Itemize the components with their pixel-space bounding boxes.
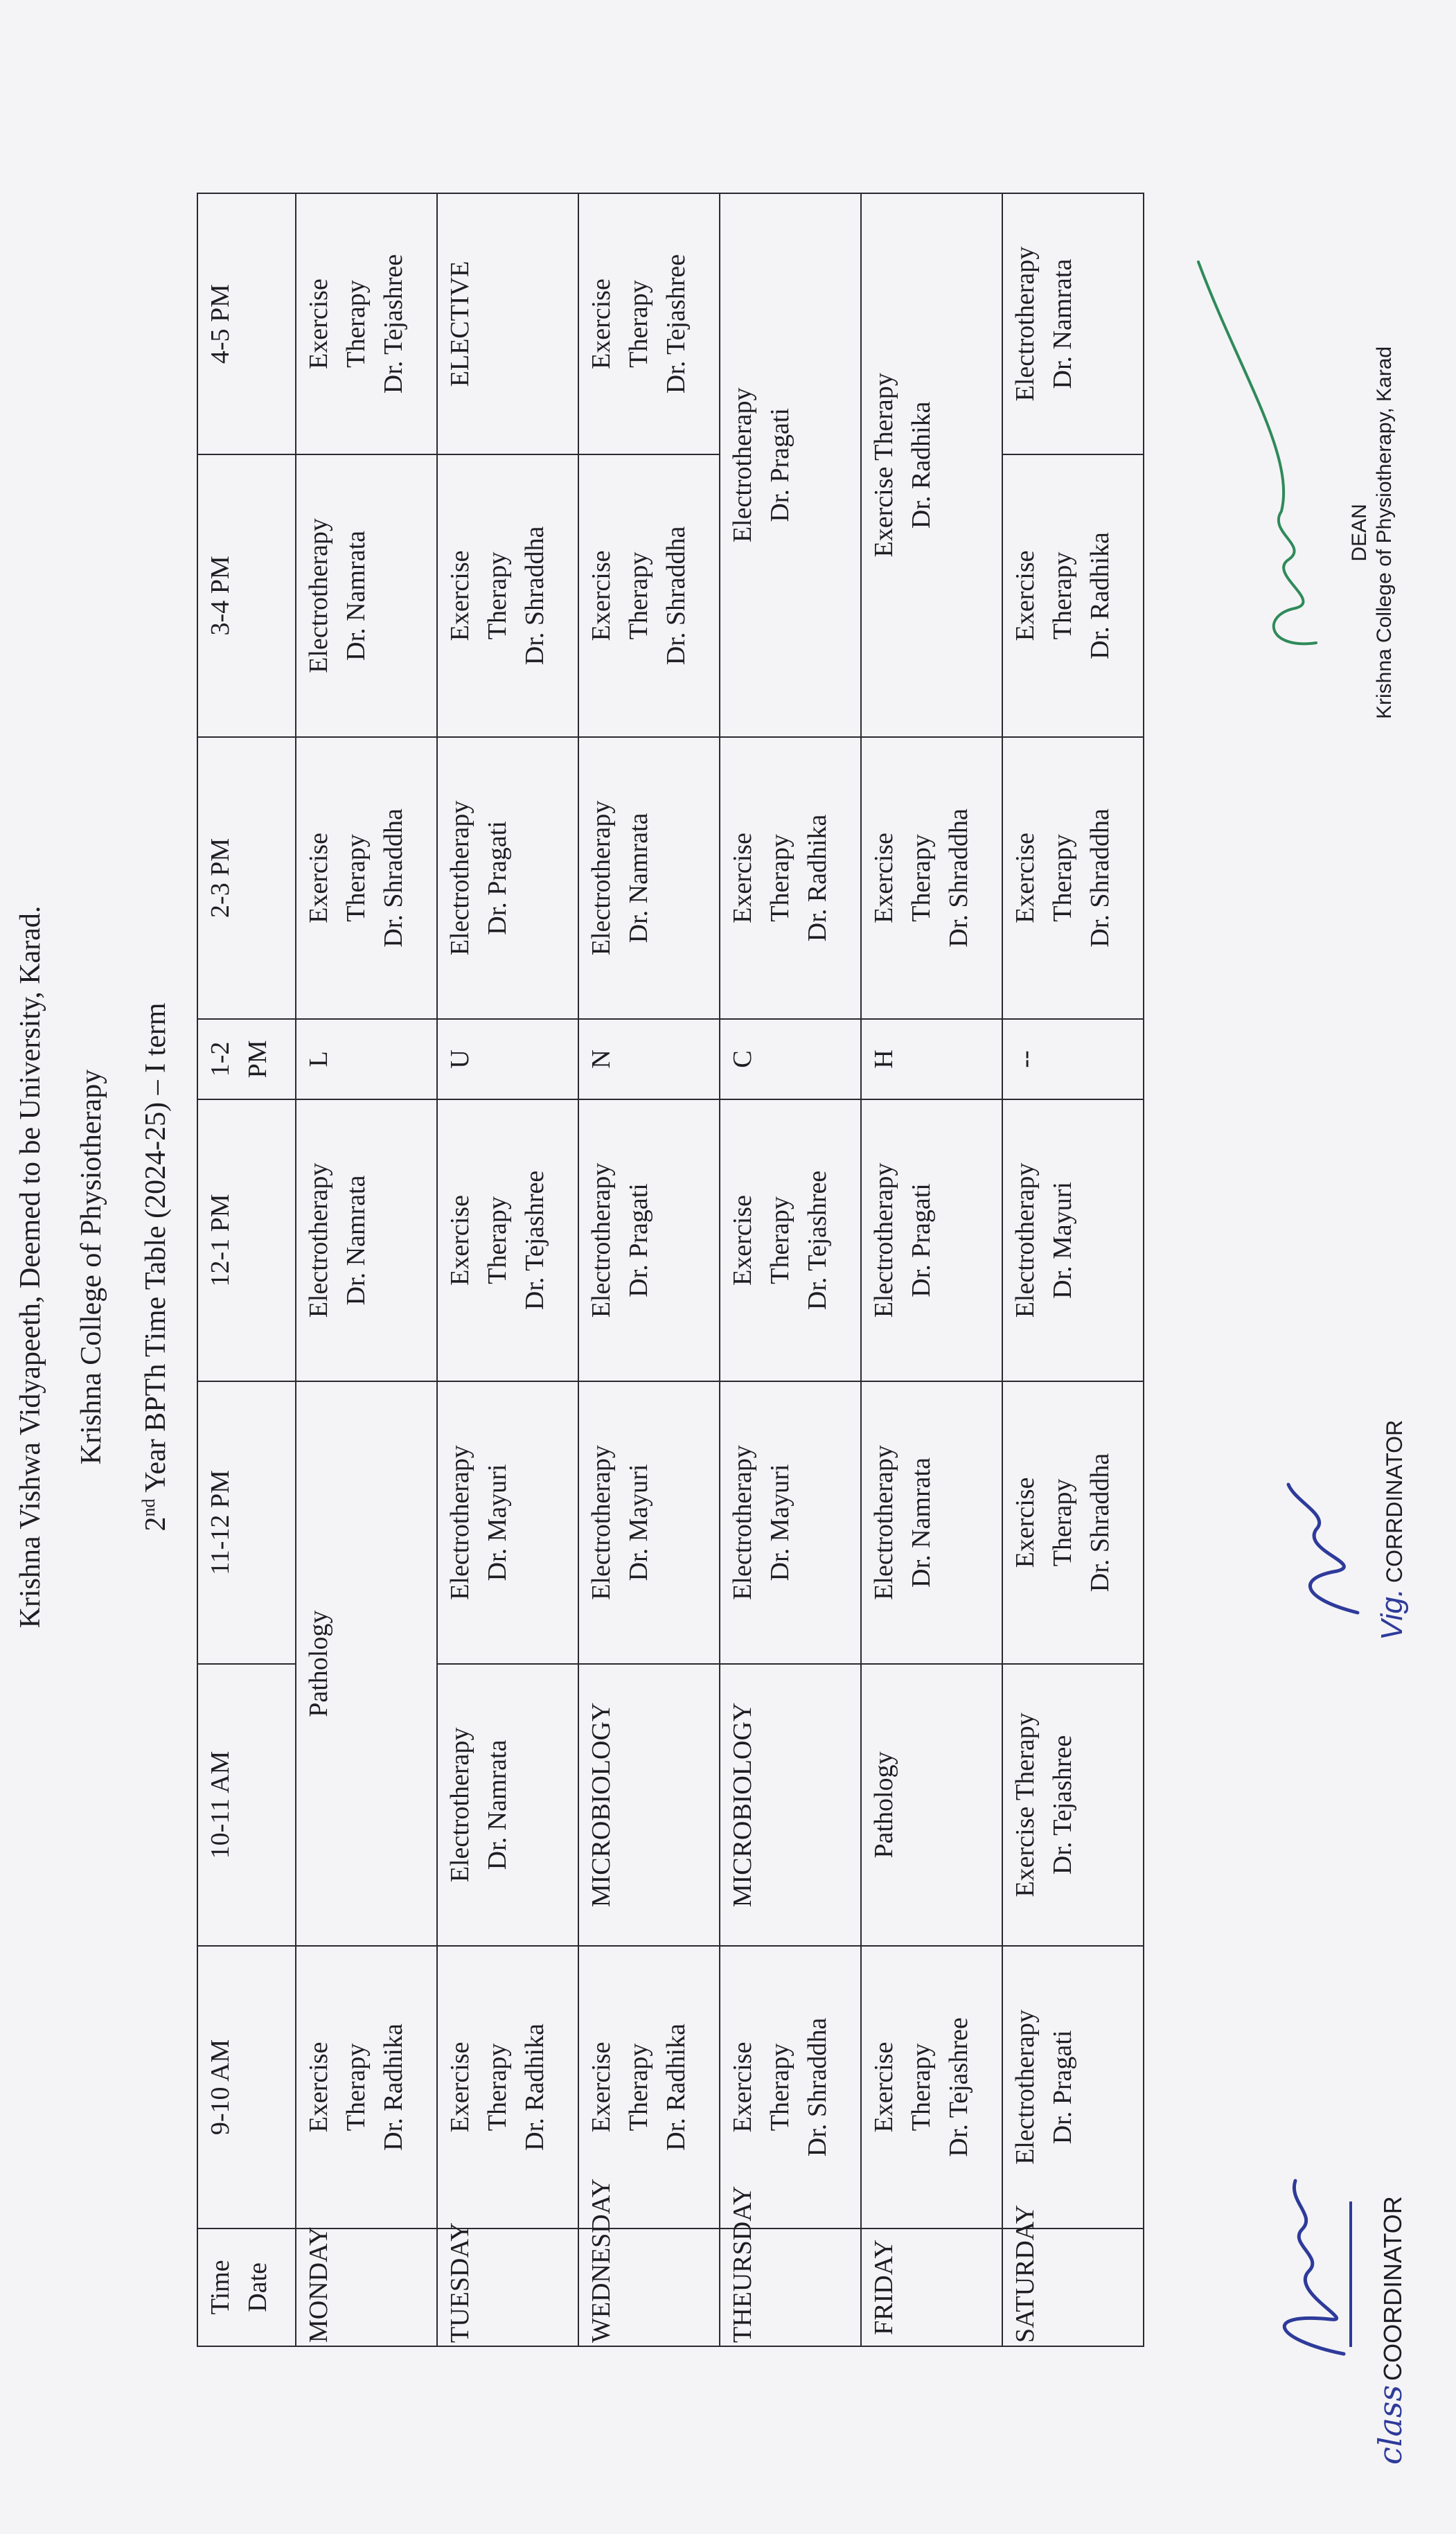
corner-cell: Time Date: [197, 2229, 296, 2346]
dean-signature: [1184, 248, 1344, 664]
cell-elective: ELECTIVE: [437, 193, 578, 454]
cell: Exercise Therapy Dr. Tejashree: [720, 1099, 861, 1382]
cell: Exercise Therapy Dr. Radhika: [861, 193, 1002, 737]
col-3-4: 3-4 PM: [197, 454, 296, 737]
dean-block: [1347, 346, 1397, 719]
col-12-1: 12-1 PM: [197, 1099, 296, 1382]
row-tuesday: [437, 193, 578, 2346]
cell-pathology: Pathology: [296, 1381, 437, 1946]
cell-microbiology: MICROBIOLOGY: [578, 1664, 720, 1947]
cell-microbiology: MICROBIOLOGY: [720, 1664, 861, 1947]
col-2-3: 2-3 PM: [197, 737, 296, 1020]
cell: Electrotherapy Dr. Namrata: [1002, 193, 1144, 454]
cell: Exercise Therapy Dr. Radhika: [296, 1946, 437, 2229]
cell-pathology: Pathology: [861, 1664, 1002, 1947]
cell: Exercise Therapy Dr. Shraddha: [1002, 1381, 1144, 1664]
cell: Exercise Therapy Dr. Radhika: [437, 1946, 578, 2229]
timetable-grid: [197, 193, 1144, 2347]
col-11-12: 11-12 PM: [197, 1381, 296, 1664]
cell: Exercise Therapy Dr. Radhika: [578, 1946, 720, 2229]
header-row: [197, 193, 296, 2346]
cell: Exercise Therapy Dr. Tejashree: [861, 1946, 1002, 2229]
col-1-2: 1-2 PM: [197, 1019, 296, 1099]
cell: Electrotherapy Dr. Namrata: [861, 1381, 1002, 1664]
day-wednesday: WEDNESDAY: [578, 2229, 720, 2346]
row-saturday: [1002, 193, 1144, 2346]
cell: Exercise Therapy Dr. Tejashree: [296, 193, 437, 454]
college-name: Krishna College of Physiotherapy: [76, 1069, 107, 1465]
dean-college: Krishna College of Physiotherapy, Karad: [1373, 346, 1396, 719]
row-monday: [296, 193, 437, 2346]
row-friday: [861, 193, 1002, 2346]
vp-coordinator-label: Vig.CORRDINATOR: [1375, 1419, 1409, 1640]
cell: Electrotherapy Dr. Namrata: [437, 1664, 578, 1947]
lunch-dash: --: [1002, 1019, 1144, 1099]
cell: Electrotherapy Dr. Namrata: [296, 454, 437, 737]
cell: Exercise Therapy Dr. Shraddha: [296, 737, 437, 1020]
cell: Electrotherapy Dr. Mayuri: [1002, 1099, 1144, 1382]
cell: Exercise Therapy Dr. Shraddha: [578, 454, 720, 737]
cell: Electrotherapy Dr. Pragati: [578, 1099, 720, 1382]
cell: Exercise Therapy Dr. Tejashree: [1002, 1664, 1144, 1947]
lunch-l: L: [296, 1019, 437, 1099]
cell: Exercise Therapy Dr. Shraddha: [861, 737, 1002, 1020]
cell: Electrotherapy Dr. Pragati: [720, 193, 861, 737]
day-thursday: THEURSDAY: [720, 2229, 861, 2346]
lunch-h: H: [861, 1019, 1002, 1099]
lunch-u: U: [437, 1019, 578, 1099]
row-thursday: [720, 193, 861, 2346]
cell: Exercise Therapy Dr. Shraddha: [437, 454, 578, 737]
university-name: Krishna Vishwa Vidyapeeth, Deemed to be University, Karad.: [15, 905, 46, 1629]
lunch-n: N: [578, 1019, 720, 1099]
col-10-11: 10-11 AM: [197, 1664, 296, 1947]
cell: Electrotherapy Dr. Mayuri: [720, 1381, 861, 1664]
day-monday: MONDAY: [296, 2229, 437, 2346]
cell: Exercise Therapy Dr. Radhika: [720, 737, 861, 1020]
cell: Electrotherapy Dr. Namrata: [296, 1099, 437, 1382]
day-friday: FRIDAY: [861, 2229, 1002, 2346]
vp-coordinator-signature: [1275, 1474, 1378, 1627]
cell: Exercise Therapy Dr. Radhika: [1002, 454, 1144, 737]
cell: Electrotherapy Dr. Pragati: [1002, 1946, 1144, 2229]
cell: Electrotherapy Dr. Mayuri: [578, 1381, 720, 1664]
cell: Exercise Therapy Dr. Shraddha: [1002, 737, 1144, 1020]
cell: Electrotherapy Dr. Namrata: [578, 737, 720, 1020]
col-4-5: 4-5 PM: [197, 193, 296, 454]
day-tuesday: TUESDAY: [437, 2229, 578, 2346]
cell: Electrotherapy Dr. Pragati: [437, 737, 578, 1020]
timetable-title: 2nd Year BPTh Time Table (2024-25) – I term: [139, 1002, 172, 1532]
cell: Exercise Therapy Dr. Tejashree: [578, 193, 720, 454]
col-9-10: 9-10 AM: [197, 1946, 296, 2229]
day-saturday: SATURDAY: [1002, 2229, 1144, 2346]
cell: Exercise Therapy Dr. Tejashree: [437, 1099, 578, 1382]
dean-label: DEAN: [1348, 504, 1371, 562]
class-coordinator-signature: [1247, 2160, 1371, 2368]
cell: Electrotherapy Dr. Mayuri: [437, 1381, 578, 1664]
row-wednesday: [578, 193, 720, 2346]
cell: Electrotherapy Dr. Pragati: [861, 1099, 1002, 1382]
class-coordinator-label: classCOORDINATOR: [1371, 2196, 1409, 2465]
lunch-c: C: [720, 1019, 861, 1099]
cell: Exercise Therapy Dr. Shraddha: [720, 1946, 861, 2229]
